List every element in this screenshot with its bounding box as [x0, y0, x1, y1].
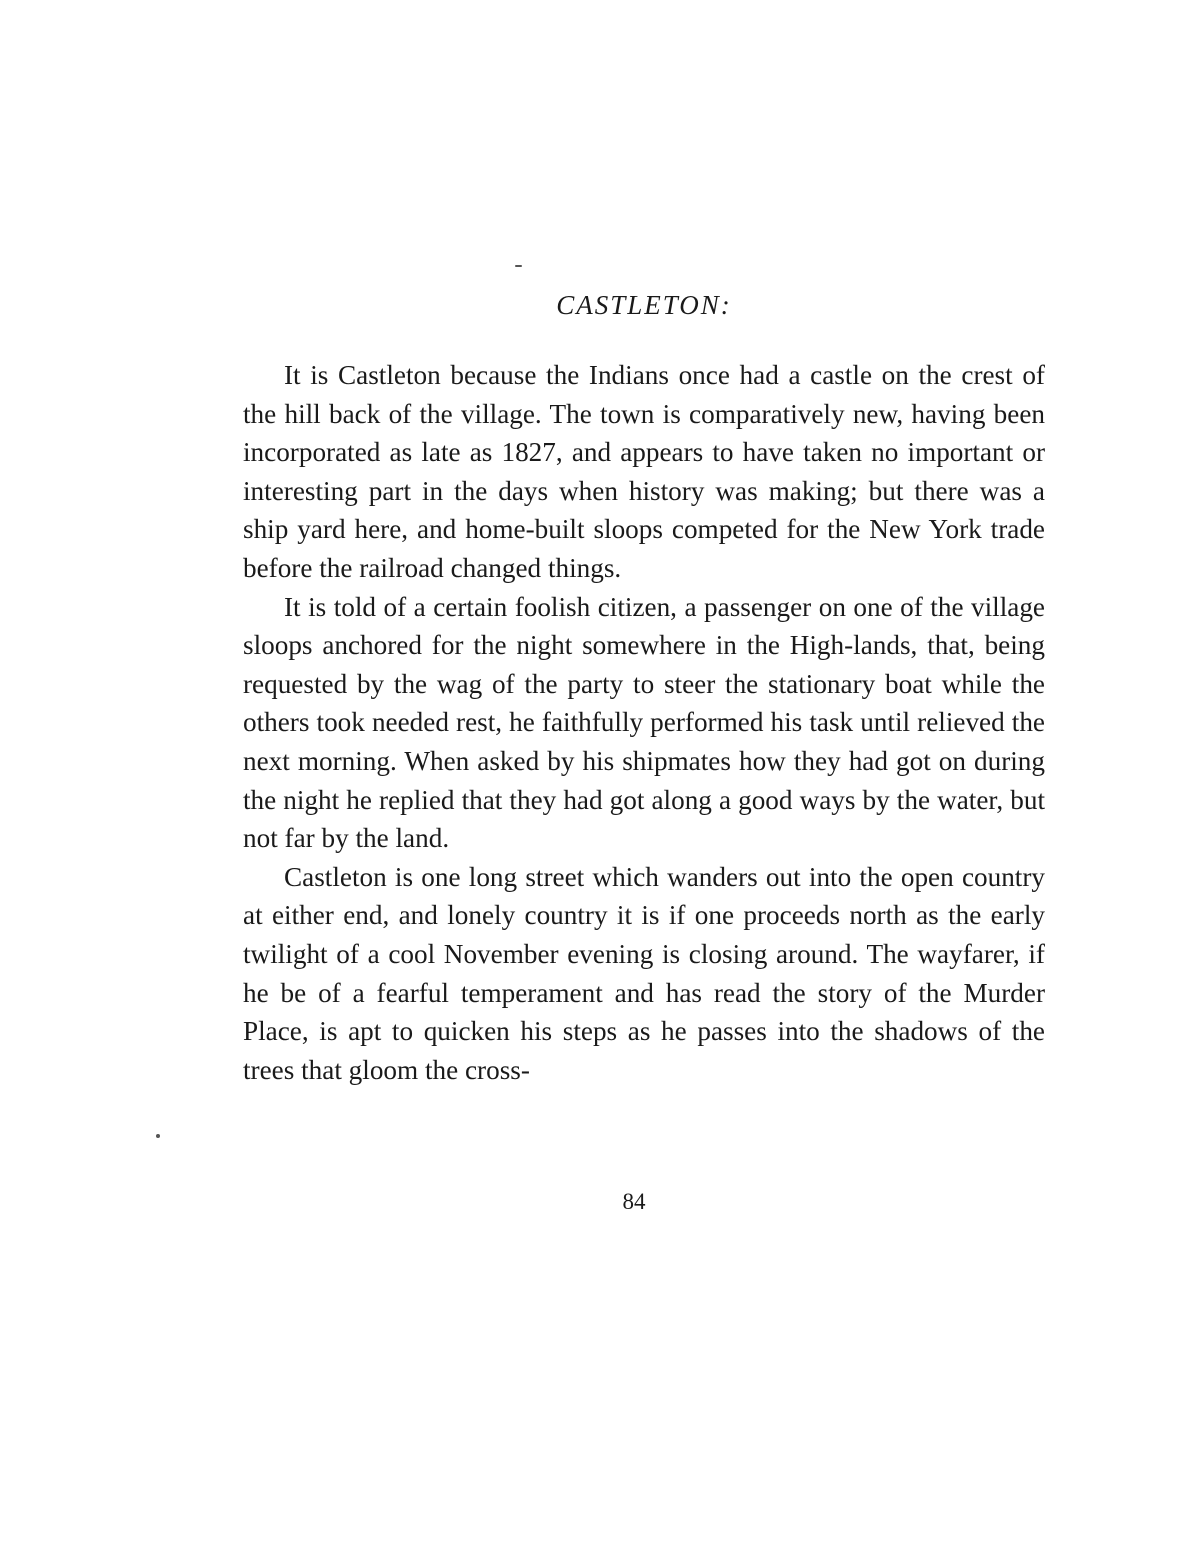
paragraph-3: Castleton is one long street which wanders out into the open country at either end, and lonely country it is if one proceeds north as the early twilight of a cool November evening is closing around. The wayfarer, if he be of a fearful temperament and has read the story of the Murder Place, is apt to quicken his steps as he passes into the shadows of the trees that gloom the cross-: [243, 861, 1045, 1085]
page-number: 84: [622, 1189, 646, 1214]
body-text: [243, 356, 1045, 1089]
ink-speck: [515, 265, 522, 267]
paragraph-2: It is told of a certain foolish citizen, a passenger on one of the village sloops anchored for the night somewhere in the High-lands, that, being requested by the wag of the party to steer the stationary boat while the others took needed rest, he faithfully performed his task until relieved the next morning. When asked by his shipmates how they had got on during the night he replied that they had got along a good ways by the water, but not far by the land.: [243, 591, 1045, 854]
paragraph-1: It is Castleton because the Indians once had a castle on the crest of the hill back of the village. The town is comparatively new, having been incorporated as late as 1827, and appears to have taken no important or interesting part in the days when history was making; but there was a ship yard here, and home-built sloops competed for the New York trade before the railroad changed things.: [243, 360, 1045, 583]
chapter-title: CASTLETON:: [556, 290, 732, 320]
ink-speck: [156, 1134, 160, 1138]
